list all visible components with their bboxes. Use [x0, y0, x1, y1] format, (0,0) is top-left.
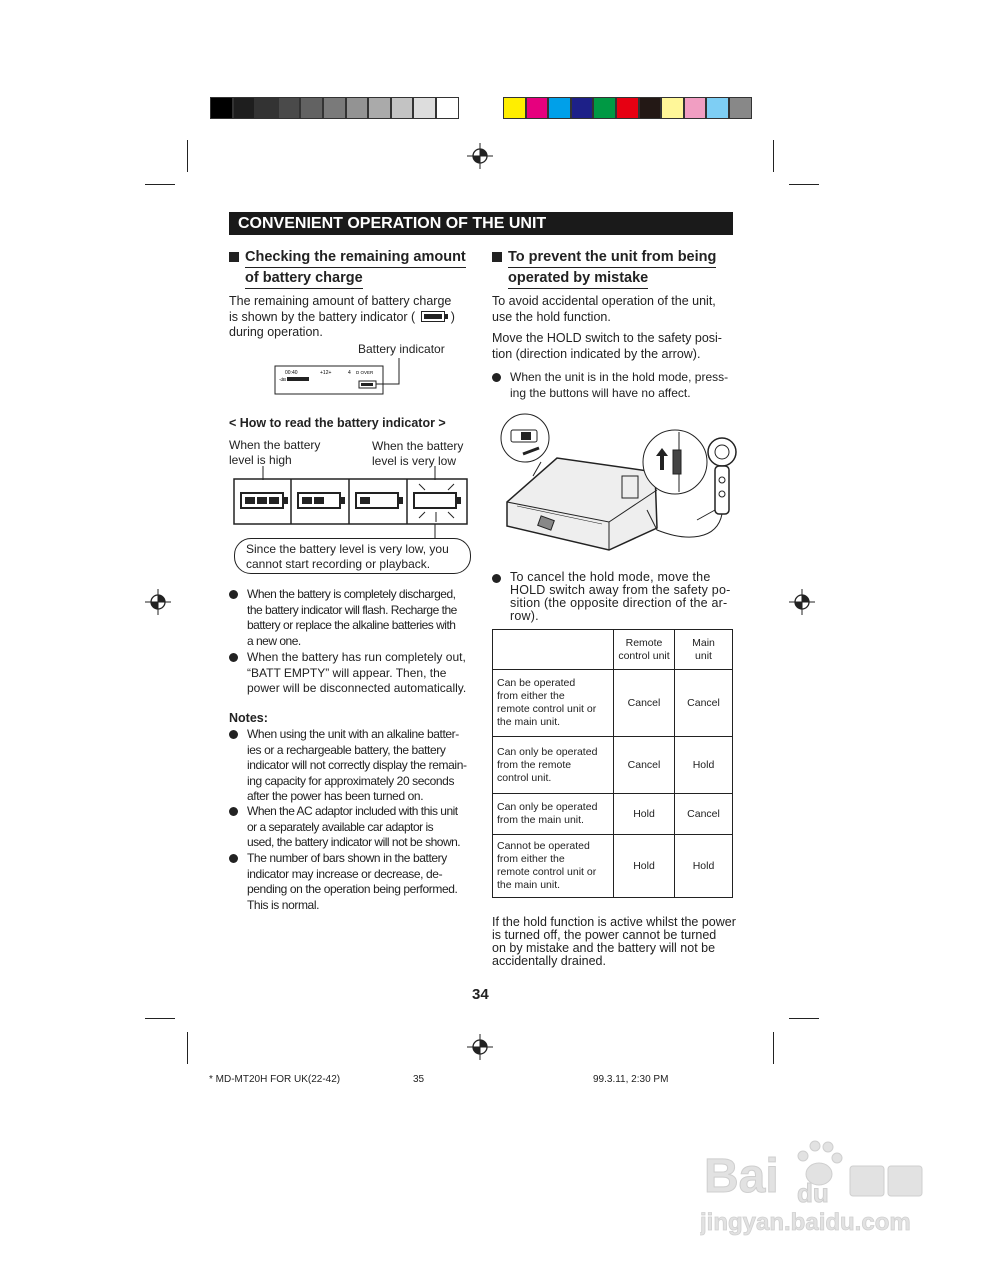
bullet-dot-icon: [229, 590, 238, 599]
hold-footer-paragraph: If the hold function is active whilst the power is turned off, the power cannot be turned on by mistake and the battery will not be accidentally drained.: [492, 915, 736, 968]
display-level: +12+: [320, 370, 332, 376]
battery-flashing-icon: [414, 484, 461, 522]
registration-target-icon: [467, 143, 493, 169]
color-swatch: [684, 97, 707, 119]
crop-mark: [773, 140, 774, 172]
color-swatch: [300, 97, 323, 119]
page-number: 34: [472, 986, 489, 1003]
square-bullet-icon: [229, 252, 239, 262]
battery-intro: The remaining amount of battery charge is shown by the battery indicator ( ) during operation.: [229, 294, 455, 339]
display-db: -dB: [279, 377, 287, 382]
print-page-label: 35: [413, 1074, 425, 1085]
table-row: Can only be operated from the remote control unit. Cancel Hold: [493, 737, 733, 794]
color-swatch: [436, 97, 459, 119]
crop-mark: [145, 1018, 175, 1019]
md-player-illustration: [497, 410, 742, 560]
table-row: Can be operated from either the remote control unit or the main unit. Cancel Cancel: [493, 670, 733, 737]
svg-text:du: du: [797, 1178, 829, 1208]
crop-mark: [187, 1032, 188, 1064]
hold-function-table: [492, 629, 733, 898]
low-battery-callout-text: Since the battery level is very low, you cannot start recording or playback.: [246, 542, 449, 571]
bullet-dot-icon: [492, 373, 501, 382]
color-swatch: [323, 97, 346, 119]
color-swatch: [346, 97, 369, 119]
display-over: D OVER: [356, 370, 374, 375]
battery-low-icon: [356, 493, 403, 508]
crop-mark: [145, 184, 175, 185]
notes-title: Notes:: [229, 711, 268, 725]
display-time: 00:40: [285, 370, 298, 376]
battery-full-icon: [241, 493, 288, 508]
battery-indicator-label: Battery indicator: [358, 342, 445, 356]
color-swatch: [413, 97, 436, 119]
bullet-dot-icon: [229, 807, 238, 816]
table-row: Can only be operated from the main unit. Hold Cancel: [493, 794, 733, 835]
bullet-dot-icon: [229, 653, 238, 662]
battery-levels-figure: [233, 460, 469, 546]
how-to-read-heading: < How to read the battery indicator >: [229, 416, 446, 430]
display-figure: [274, 358, 406, 400]
watermark-text: jingyan.baidu.com: [700, 1209, 911, 1236]
table-header-remote: Remote control unit: [614, 630, 675, 670]
svg-text:Bai: Bai: [704, 1150, 779, 1203]
color-swatch: [503, 97, 526, 119]
hold-instruction: Move the HOLD switch to the safety posi- tion (direction indicated by the arrow).: [492, 331, 722, 361]
battery-medium-icon: [298, 493, 345, 508]
crop-mark: [187, 140, 188, 172]
color-swatch: [391, 97, 414, 119]
level-meter-icon: [287, 377, 309, 381]
color-swatch: [210, 97, 233, 119]
hold-intro: To avoid accidental operation of the unit, use the hold function.: [492, 294, 716, 324]
table-row: Cannot be operated from either the remote control unit or the main unit. Hold Hold: [493, 835, 733, 898]
color-swatch: [368, 97, 391, 119]
registration-target-icon: [789, 589, 815, 615]
crop-mark: [773, 1032, 774, 1064]
color-swatch: [526, 97, 549, 119]
section-banner: CONVENIENT OPERATION OF THE UNIT: [229, 212, 733, 235]
color-swatch: [706, 97, 729, 119]
battery-icon: [361, 383, 373, 386]
square-bullet-icon: [492, 252, 502, 262]
table-header-main: Main unit: [675, 630, 733, 670]
bullet-dot-icon: [492, 574, 501, 583]
registration-target-icon: [145, 589, 171, 615]
color-swatch: [593, 97, 616, 119]
color-swatch: [616, 97, 639, 119]
color-swatch: [729, 97, 752, 119]
crop-mark: [789, 184, 819, 185]
battery-icon: [421, 311, 449, 322]
color-swatch: [278, 97, 301, 119]
level-low-label: When the battery level is very low: [372, 439, 464, 468]
baidu-watermark-logo: [700, 1130, 940, 1240]
level-high-label: When the battery level is high: [229, 438, 321, 467]
color-swatch: [661, 97, 684, 119]
bullet-dot-icon: [229, 730, 238, 739]
print-timestamp: 99.3.11, 2:30 PM: [593, 1074, 669, 1085]
color-swatch: [548, 97, 571, 119]
color-swatch: [571, 97, 594, 119]
registration-target-icon: [467, 1034, 493, 1060]
color-swatch: [639, 97, 662, 119]
crop-mark: [789, 1018, 819, 1019]
color-swatch: [233, 97, 256, 119]
bullet-dot-icon: [229, 854, 238, 863]
display-number: 4: [348, 370, 351, 376]
print-file-label: * MD-MT20H FOR UK(22-42): [209, 1074, 341, 1085]
color-swatch: [255, 97, 278, 119]
